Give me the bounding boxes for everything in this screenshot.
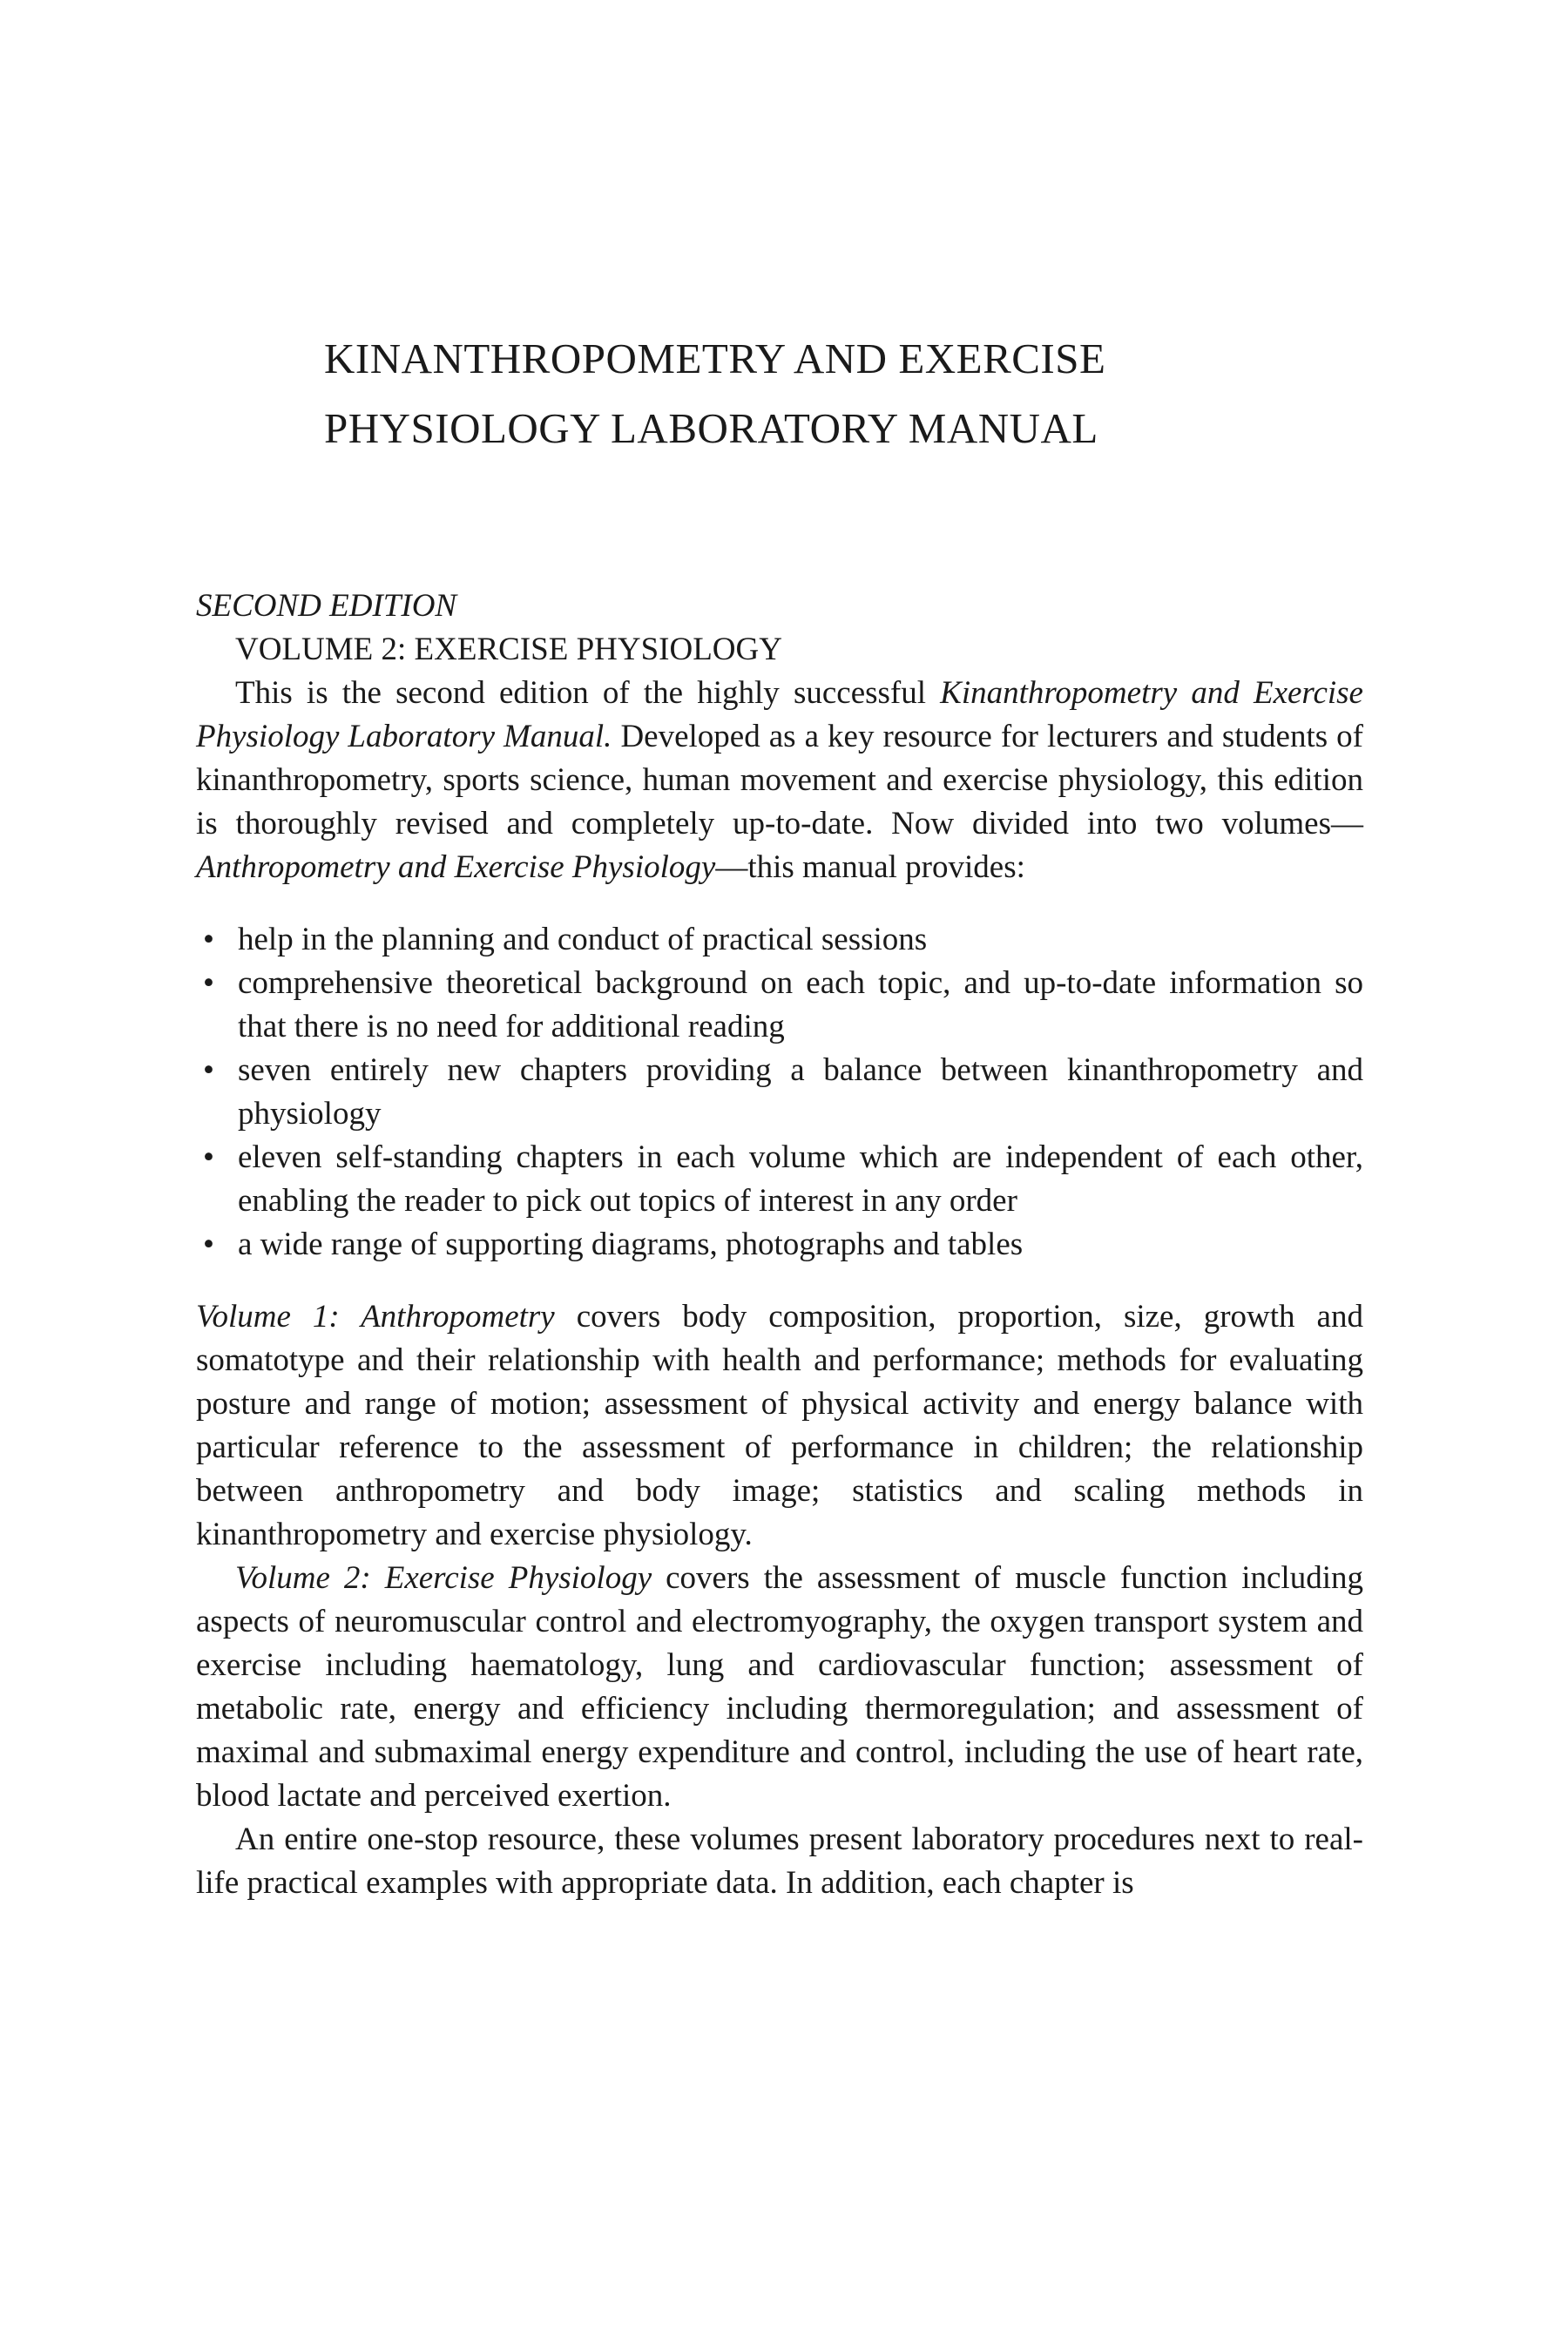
list-item [196, 1049, 1363, 1136]
list-item-text: comprehensive theoretical background on each topic, and up-to-date information so that there is no need for additional reading [238, 965, 1363, 1044]
intro-book-title: Kinanthropometry and Exercise Physiology Laboratory Manual. [196, 675, 1363, 754]
volume-label: VOLUME 2: EXERCISE PHYSIOLOGY [235, 632, 782, 667]
list-item [196, 1223, 1363, 1267]
closing-paragraph: An entire one-stop resource, these volumes present laboratory procedures next to real-life practical examples with appropriate data. In addition, each chapter is [196, 1821, 1363, 1901]
edition-label: SECOND EDITION [196, 588, 457, 624]
list-item [196, 1136, 1363, 1223]
intro-text-a: This is the second edition of the highly successful [235, 675, 941, 711]
list-item-text: eleven self-standing chapters in each volume which are independent of each other, enabling the reader to pick out topics of interest in any order [238, 1139, 1363, 1219]
volume-2-paragraph [196, 1557, 1363, 1818]
volume-1-label: Volume 1: Anthropometry [196, 1299, 555, 1335]
book-title-line-1: KINANTHROPOMETRY AND EXERCISE [324, 335, 1106, 382]
volume-1-text: covers body composition, proportion, size, growth and somatotype and their relationship with health and performance; methods for evaluating posture and range of motion; assessment of physical activity and energy balance with particular reference to the assessment of performance in children; the relationship between anthropometry and body image; statistics and scaling methods in kinanthropometry and exercise physiology. [196, 1299, 1363, 1552]
volume-2-label: Volume 2: Exercise Physiology [235, 1560, 652, 1596]
list-item [196, 962, 1363, 1049]
list-item-text: seven entirely new chapters providing a balance between kinanthropometry and physiology [238, 1052, 1363, 1132]
bullet-icon: • [203, 965, 214, 1001]
intro-text-b: Developed as a key resource for lecturers and students of kinanthropometry, sports science, human movement and exercise physiology, this edition is thoroughly revised and completely up-to-date. Now divided into two volumes— [196, 719, 1363, 841]
bullet-icon: • [203, 1052, 214, 1088]
intro-text-c: —this manual provides: [715, 849, 1025, 885]
book-title [324, 324, 1282, 463]
volume-2-text: covers the assessment of muscle function including aspects of neuromuscular control and electromyography, the oxygen transport system and exercise including haematology, lung and cardiovascular function; assessment of metabolic rate, energy and efficiency including thermoregulation; and assessment of maximal and submaximal energy expenditure and control, including the use of heart rate, blood lactate and perceived exertion. [196, 1560, 1363, 1814]
list-item-text: help in the planning and conduct of practical sessions [238, 922, 928, 957]
bullet-icon: • [203, 1139, 214, 1175]
bullet-icon: • [203, 922, 214, 957]
book-title-line-2: PHYSIOLOGY LABORATORY MANUAL [324, 404, 1098, 452]
bullet-icon: • [203, 1227, 214, 1262]
volume-1-paragraph [196, 1295, 1363, 1557]
feature-list [196, 918, 1363, 1267]
page-body [196, 585, 1363, 1905]
list-item-text: a wide range of supporting diagrams, photographs and tables [238, 1227, 1024, 1262]
intro-paragraph [196, 672, 1363, 889]
list-item [196, 918, 1363, 962]
intro-volumes: Anthropometry and Exercise Physiology [196, 849, 716, 885]
